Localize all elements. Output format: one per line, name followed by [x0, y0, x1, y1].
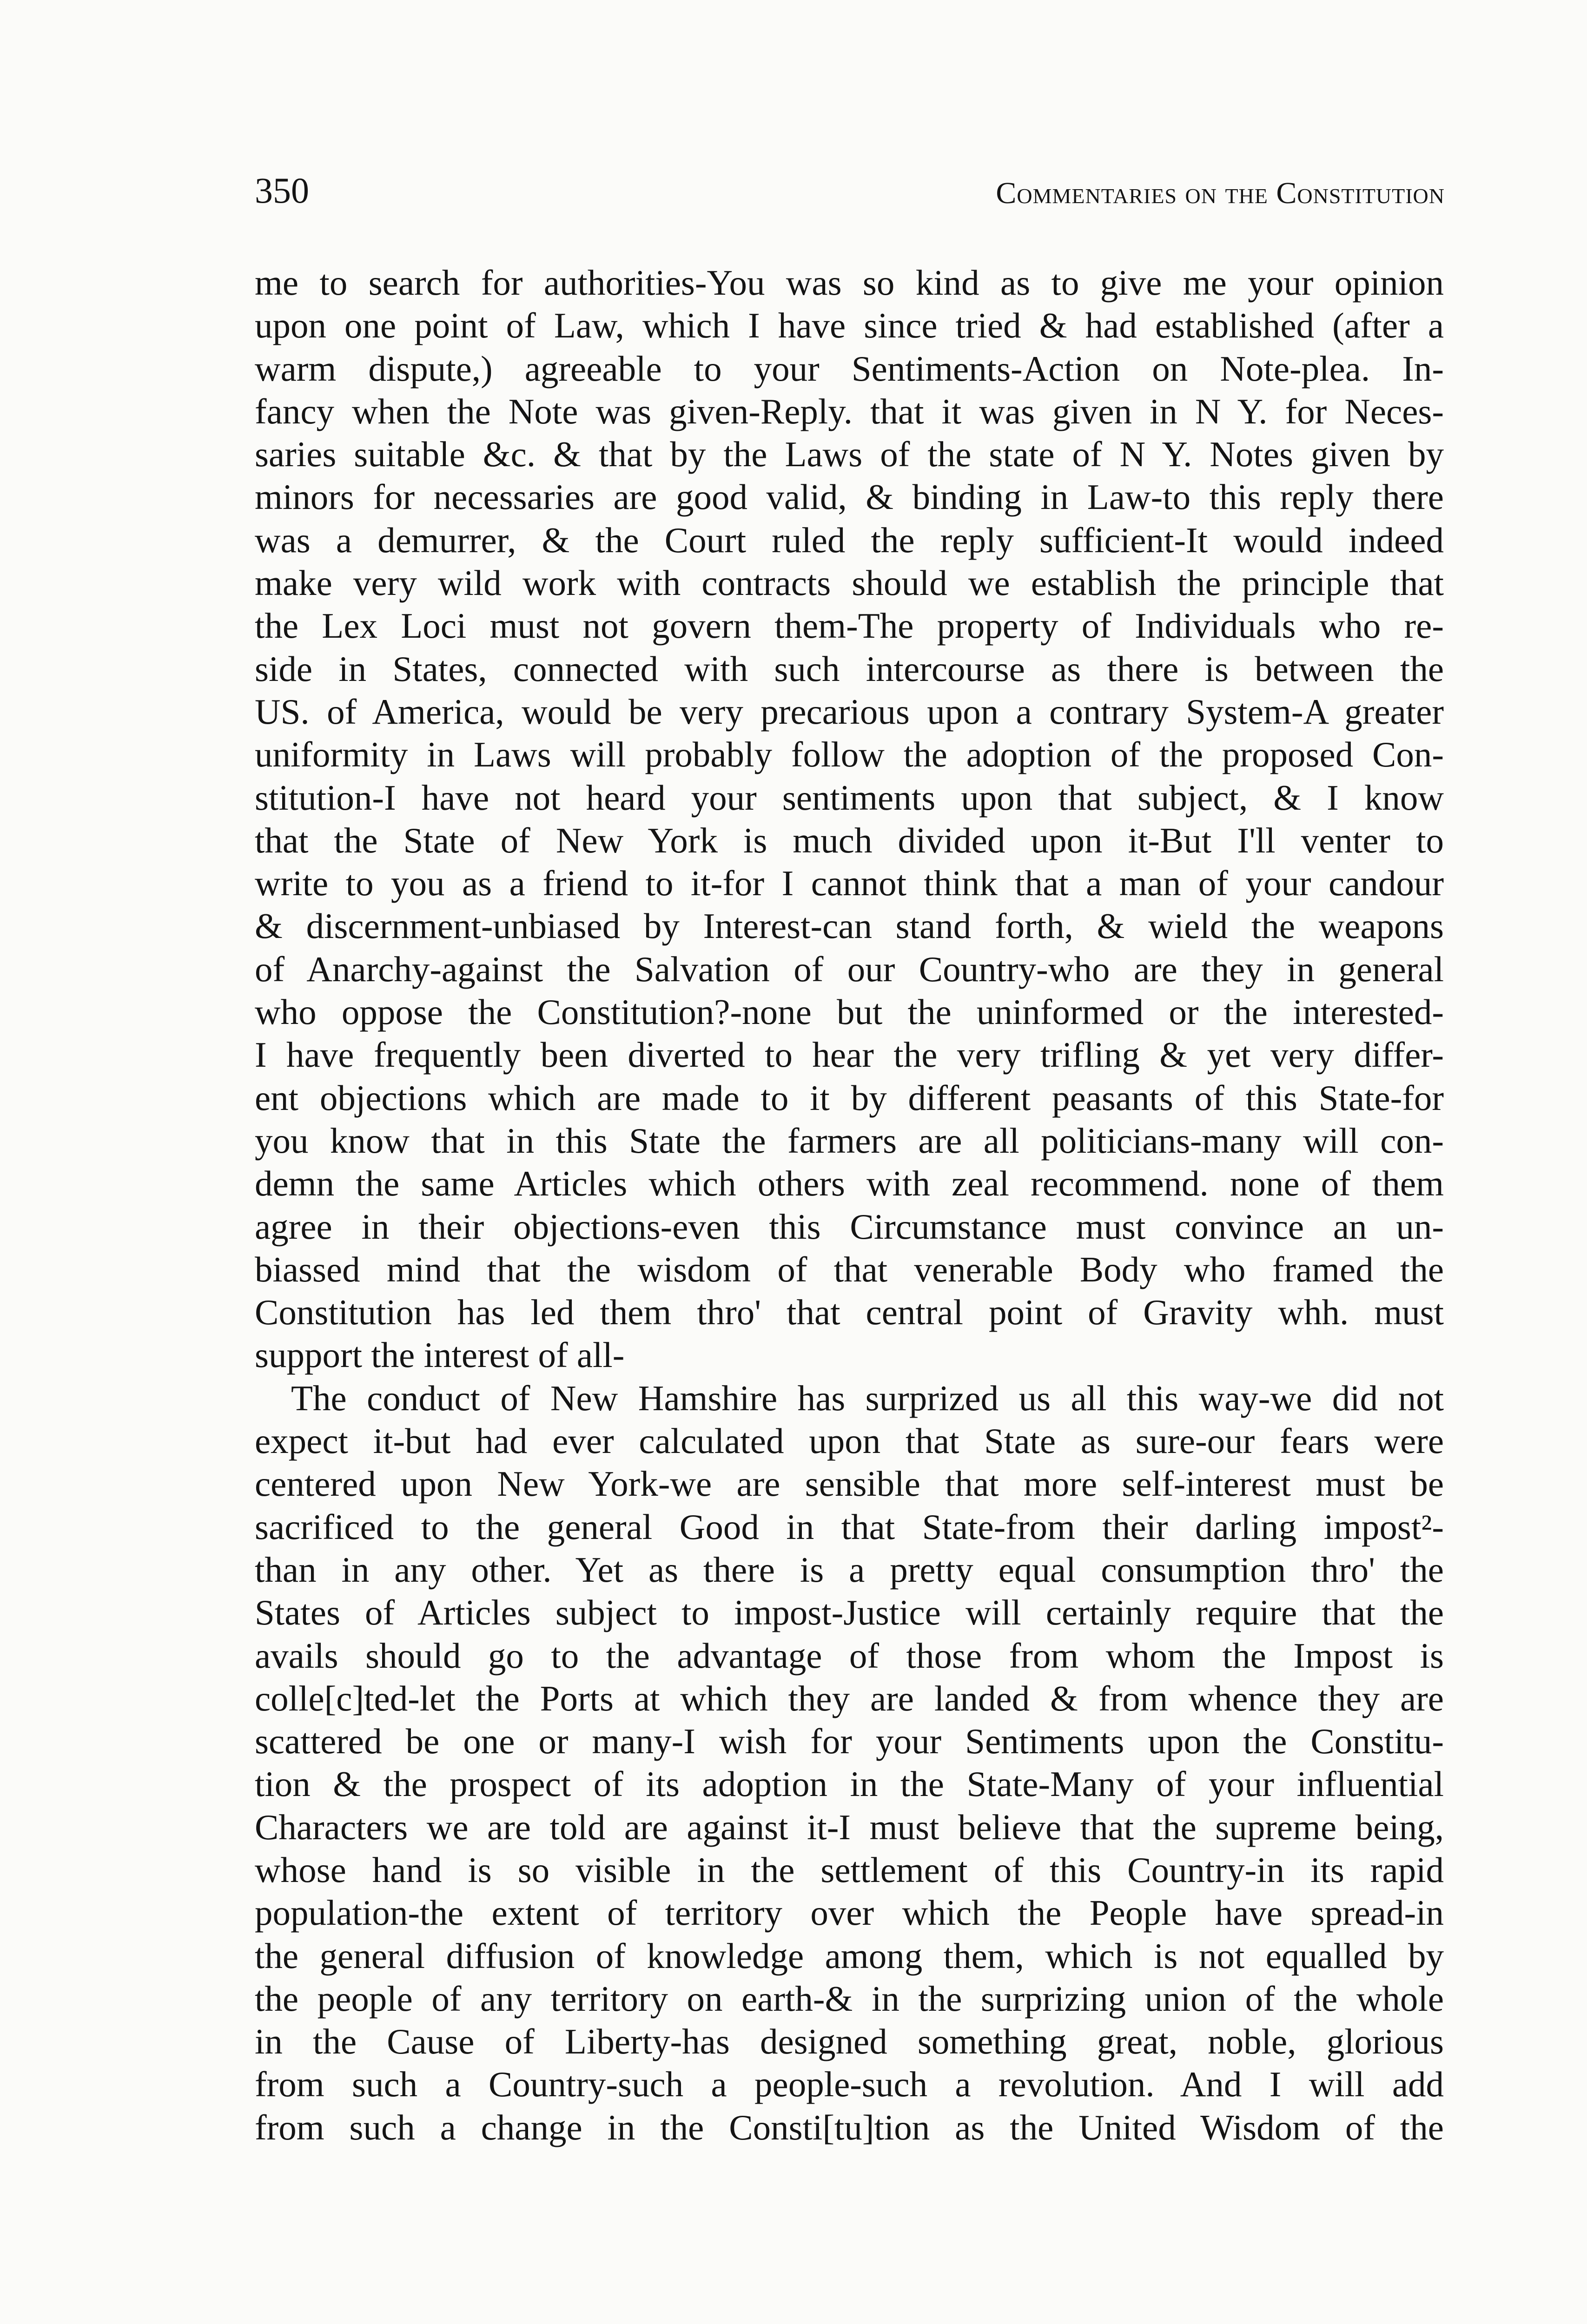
text-line: scattered be one or many-I wish for your Sentiments upon the Constitu- — [255, 1721, 1444, 1762]
text-line: whose hand is so visible in the settlement of this Country-in its rapid — [255, 1849, 1444, 1890]
text-line: warm dispute,) agreeable to your Sentiments-Action on Note-plea. In- — [255, 348, 1444, 389]
text-line: than in any other. Yet as there is a pretty equal consumption thro' the — [255, 1549, 1444, 1590]
text-line: that the State of New York is much divided upon it-But I'll venter to — [255, 820, 1444, 860]
text-line: from such a Country-such a people-such a revolution. And I will add — [255, 2064, 1444, 2105]
text-line: you know that in this State the farmers are all politicians-many will con- — [255, 1120, 1444, 1161]
text-line: ent objections which are made to it by different peasants of this State-for — [255, 1077, 1444, 1118]
text-line: fancy when the Note was given-Reply. that it was given in N Y. for Neces- — [255, 391, 1444, 431]
text-line: biassed mind that the wisdom of that venerable Body who framed the — [255, 1249, 1444, 1289]
text-line: The conduct of New Hamshire has surprized us all this way-we did not — [291, 1378, 1444, 1418]
text-line: population-the extent of territory over which the People have spread-in — [255, 1893, 1444, 1933]
text-line: support the interest of all- — [255, 1335, 625, 1375]
text-line: the Lex Loci must not govern them-The property of Individuals who re- — [255, 606, 1444, 646]
text-line: uniformity in Laws will probably follow the adoption of the proposed Con- — [255, 734, 1444, 775]
text-line: agree in their objections-even this Circumstance must convince an un- — [255, 1206, 1444, 1247]
text-line: minors for necessaries are good valid, & binding in Law-to this reply there — [255, 477, 1444, 517]
text-line: the people of any territory on earth-& in the surprizing union of the whole — [255, 1978, 1444, 2019]
text-line: write to you as a friend to it-for I cannot think that a man of your candour — [255, 863, 1444, 904]
text-line: avails should go to the advantage of those from whom the Impost is — [255, 1635, 1444, 1676]
text-line: upon one point of Law, which I have since tried & had established (after a — [255, 305, 1444, 346]
text-line: expect it-but had ever calculated upon that State as sure-our fears were — [255, 1421, 1444, 1461]
text-line: US. of America, would be very precarious upon a contrary System-A greater — [255, 691, 1444, 732]
body-text — [255, 261, 1444, 2149]
text-line: make very wild work with contracts should we establish the principle that — [255, 563, 1444, 603]
text-line: in the Cause of Liberty-has designed something great, noble, glorious — [255, 2021, 1444, 2062]
text-line: the general diffusion of knowledge among them, which is not equalled by — [255, 1935, 1444, 1976]
text-line: who oppose the Constitution?-none but the uninformed or the interested- — [255, 992, 1444, 1032]
text-line: States of Articles subject to impost-Justice will certainly require that the — [255, 1592, 1444, 1633]
text-line: from such a change in the Consti[tu]tion as the United Wisdom of the — [255, 2107, 1444, 2147]
running-title: Commentaries on the Constitution — [996, 176, 1445, 210]
text-line: demn the same Articles which others with zeal recommend. none of them — [255, 1163, 1444, 1204]
text-line: stitution-I have not heard your sentiments upon that subject, & I know — [255, 777, 1444, 818]
text-line: side in States, connected with such intercourse as there is between the — [255, 648, 1444, 689]
text-line: centered upon New York-we are sensible that more self-interest must be — [255, 1464, 1444, 1504]
text-line: & discernment-unbiased by Interest-can stand forth, & wield the weapons — [255, 906, 1444, 946]
page-number: 350 — [255, 170, 309, 211]
text-line: Constitution has led them thro' that central point of Gravity whh. must — [255, 1292, 1444, 1333]
text-line: of Anarchy-against the Salvation of our Country-who are they in general — [255, 949, 1444, 989]
text-line: Characters we are told are against it-I must believe that the supreme being, — [255, 1807, 1444, 1847]
text-line: was a demurrer, & the Court ruled the reply sufficient-It would indeed — [255, 520, 1444, 560]
text-line: I have frequently been diverted to hear the very trifling & yet very differ- — [255, 1035, 1444, 1075]
running-head — [255, 167, 1445, 218]
text-line: sacrificed to the general Good in that State-from their darling impost²- — [255, 1506, 1444, 1547]
text-line: colle[c]ted-let the Ports at which they are landed & from whence they are — [255, 1678, 1444, 1718]
text-line: me to search for authorities-You was so kind as to give me your opinion — [255, 263, 1444, 303]
text-line: tion & the prospect of its adoption in the State-Many of your influential — [255, 1764, 1444, 1804]
text-line: saries suitable &c. & that by the Laws of the state of N Y. Notes given by — [255, 434, 1444, 475]
